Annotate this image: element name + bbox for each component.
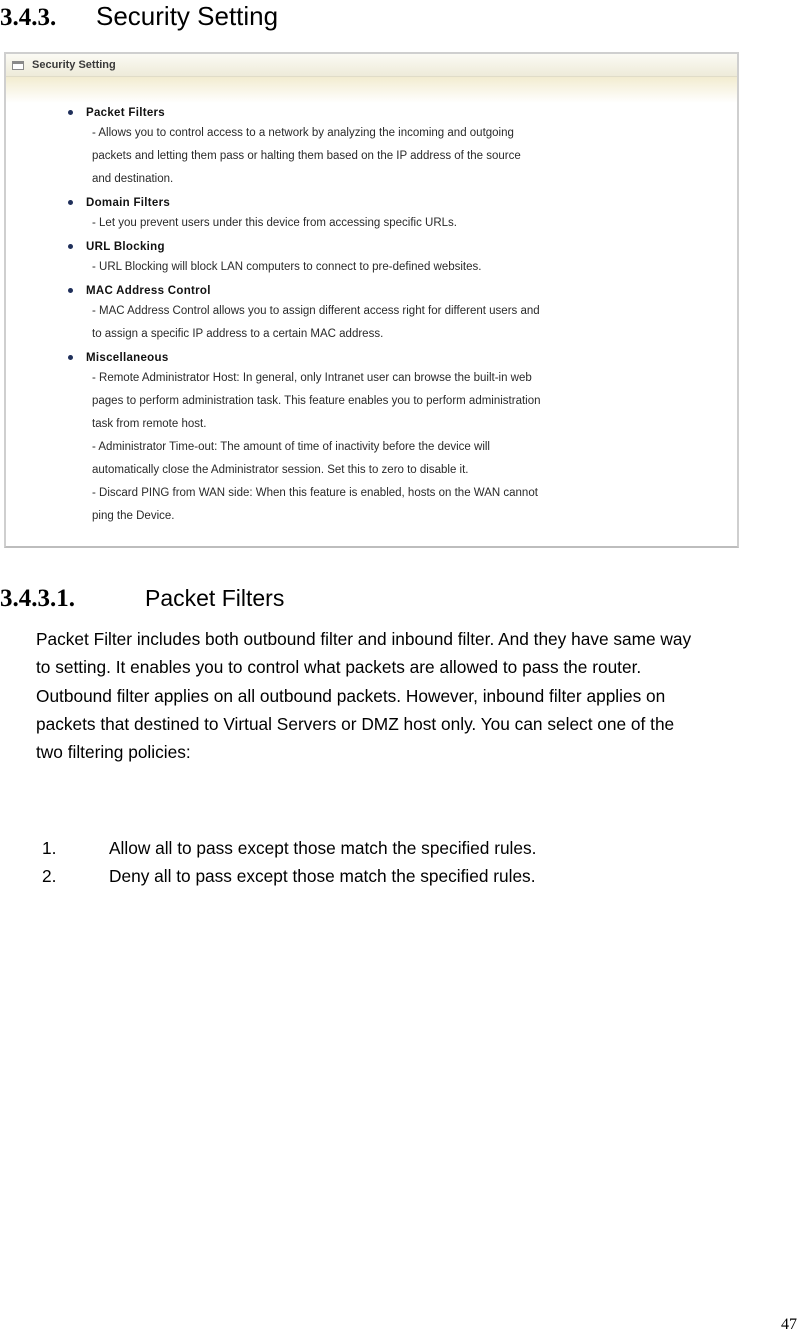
- item-heading[interactable]: Domain Filters: [86, 197, 171, 209]
- list-item-number: 1.: [42, 838, 57, 858]
- subsection-heading: [0, 582, 780, 616]
- desc-line: - Allows you to control access to a network by analyzing the incoming and outgoing: [92, 127, 514, 139]
- bullet-icon: [68, 288, 73, 293]
- desc-line: ping the Device.: [92, 510, 175, 522]
- panel-header: [6, 54, 737, 77]
- bullet-icon: [68, 200, 73, 205]
- paragraph-line: two filtering policies:: [36, 742, 191, 763]
- item-description: [86, 367, 712, 528]
- item-heading[interactable]: Packet Filters: [86, 107, 165, 119]
- item-description: [86, 122, 712, 191]
- list-item-text: Deny all to pass except those match the specified rules.: [109, 866, 536, 886]
- paragraph-line: Packet Filter includes both outbound filter and inbound filter. And they have same way: [36, 629, 692, 649]
- paragraph-line: to setting. It enables you to control what packets are allowed to pass the router.: [36, 657, 642, 678]
- panel-gradient-band: [6, 77, 737, 103]
- section-number: 3.4.3.: [0, 4, 57, 31]
- desc-line: to assign a specific IP address to a certain MAC address.: [92, 328, 384, 340]
- section-title: Security Setting: [96, 1, 279, 31]
- list-item: [42, 862, 782, 890]
- panel-body: [6, 103, 737, 528]
- panel-title: Security Setting: [32, 59, 116, 71]
- desc-line: - Discard PING from WAN side: When this feature is enabled, hosts on the WAN cannot: [92, 487, 538, 499]
- subsection-number: 3.4.3.1.: [0, 585, 75, 612]
- page-number: 47: [781, 1316, 797, 1333]
- security-setting-screenshot: [4, 52, 739, 548]
- window-icon: [12, 61, 24, 70]
- item-description: [86, 212, 712, 235]
- paragraph-line: Outbound filter applies on all outbound packets. However, inbound filter applies on: [36, 685, 666, 706]
- item-miscellaneous: [6, 350, 737, 528]
- item-heading[interactable]: Miscellaneous: [86, 352, 169, 364]
- list-item: [42, 834, 782, 862]
- desc-line: - URL Blocking will block LAN computers to connect to pre-defined websites.: [92, 261, 482, 273]
- body-paragraph: [36, 625, 801, 766]
- desc-line: and destination.: [92, 173, 174, 185]
- desc-line: automatically close the Administrator session. Set this to zero to disable it.: [92, 464, 469, 476]
- section-heading: [0, 0, 780, 34]
- desc-line: - Let you prevent users under this device from accessing specific URLs.: [92, 217, 457, 229]
- bullet-icon: [68, 355, 73, 360]
- item-packet-filters: [6, 105, 737, 191]
- policy-list: [42, 834, 782, 890]
- desc-line: pages to perform administration task. This feature enables you to perform administration: [92, 395, 541, 407]
- item-heading[interactable]: URL Blocking: [86, 241, 165, 253]
- list-item-number: 2.: [42, 866, 57, 886]
- desc-line: task from remote host.: [92, 418, 207, 430]
- item-description: [86, 300, 712, 346]
- paragraph-line: packets that destined to Virtual Servers or DMZ host only. You can select one of the: [36, 713, 675, 734]
- bullet-icon: [68, 110, 73, 115]
- item-mac-address-control: [6, 283, 737, 346]
- item-description: [86, 256, 712, 279]
- item-heading[interactable]: MAC Address Control: [86, 285, 211, 297]
- item-domain-filters: [6, 195, 737, 235]
- list-item-text: Allow all to pass except those match the specified rules.: [109, 838, 537, 858]
- desc-line: - MAC Address Control allows you to assign different access right for different users and: [92, 305, 540, 317]
- bullet-icon: [68, 244, 73, 249]
- desc-line: packets and letting them pass or halting them based on the IP address of the source: [92, 150, 521, 162]
- desc-line: - Administrator Time-out: The amount of time of inactivity before the device will: [92, 441, 490, 453]
- desc-line: - Remote Administrator Host: In general, only Intranet user can browse the built-in web: [92, 372, 532, 384]
- item-url-blocking: [6, 239, 737, 279]
- subsection-title: Packet Filters: [145, 585, 285, 611]
